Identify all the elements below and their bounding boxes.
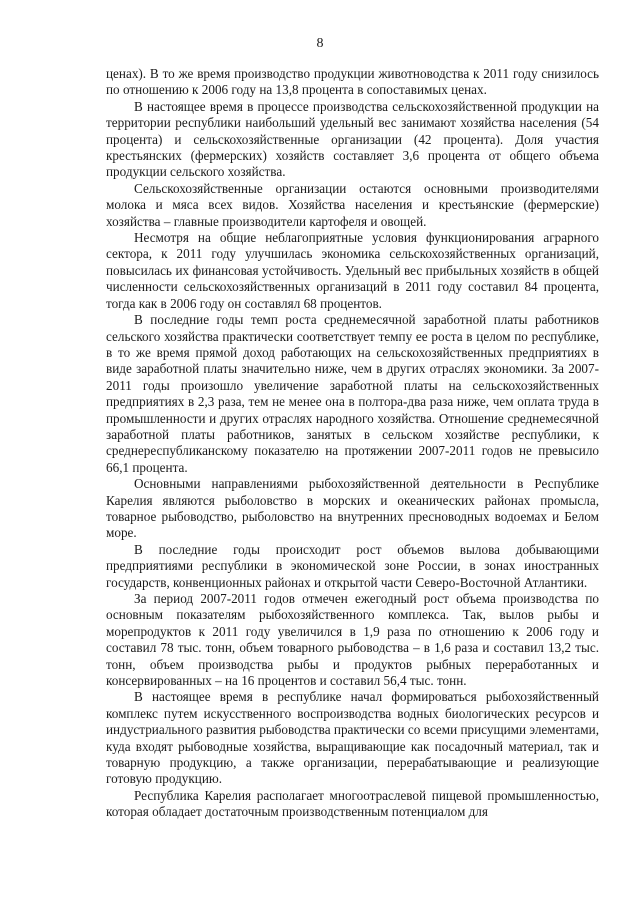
document-body (106, 66, 599, 821)
paragraph-financial-stability: Несмотря на общие неблагоприятные условия функционирования аграрного сектора, к 2011 году улучшилась экономика сельскохозяйственных организаций, повысилась их финансовая устойчивость. Удельный вес прибыльных хозяйств в общей численности сельскохозяйственных организаций в 2011 году составил 84 процента, тогда как в 2006 году он составлял 68 процентов. (106, 230, 599, 311)
paragraph-wages: В последние годы темп роста среднемесячной заработной платы работников сельского хозяйства практически соответствует темпу ее роста в целом по республике, в то же время прямой доход работающих на сельскохозяйственных предприятиях в виде заработной платы значительно ниже, чем в других отраслях экономики. За 2007-2011 годы произошло увеличение заработной платы на сельскохозяйственных предприятиях в 2,3 раза, тем не менее она в полтора-два раза ниже, чем оплата труда в промышленности и других отраслях народного хозяйства. Отношение среднемесячной заработной платы работников, занятых в сельском хозяйстве республики, к среднереспубликанскому показателю на протяжении 2007-2011 годов не превысило 66,1 процента. (106, 312, 599, 475)
page-number: 8 (316, 36, 324, 51)
paragraph-fishery-indicators: За период 2007-2011 годов отмечен ежегодный рост объема производства по основным показателям рыбохозяйственного комплекса. Так, вылов рыбы и морепродуктов к 2011 году увеличился в 1,9 раза по отношению к 2006 году и составил 78 тыс. тонн, объем товарного рыбоводства – в 1,6 раза и составил 13,2 тыс. тонн, объем производства рыбы и продуктов рыбных переработанных и консервированных – на 16 процентов и составил 56,4 тыс. тонн. (106, 591, 599, 689)
paragraph-main-producers: Сельскохозяйственные организации остаются основными производителями молока и мяса всех видов. Хозяйства населения и крестьянские (фермерские) хозяйства – главные производители картофеля и овощей. (106, 180, 599, 229)
paragraph-production-structure: В настоящее время в процессе производства сельскохозяйственной продукции на территории республики наибольший удельный вес занимают хозяйства населения (54 процента) и сельскохозяйственные организации (42 процента). Доля участия крестьянских (фермерских) хозяйств составляет 3,6 процента от общего объема продукции сельского хозяйства. (106, 98, 599, 180)
paragraph-catch-growth: В последние годы происходит рост объемов вылова добывающими предприятиями республики в экономической зоне России, в зонах иностранных государств, конвенционных районах и открытой части Северо-Восточной Атлантики. (106, 541, 599, 590)
paragraph-food-industry: Республика Карелия располагает многоотраслевой пищевой промышленностью, которая обладает достаточным производственным потенциалом для (106, 787, 599, 820)
paragraph-fishery-complex: В настоящее время в республике начал формироваться рыбохозяйственный комплекс путем искусственного воспроизводства водных биологических ресурсов и индустриального развития рыбоводства практически со всеми присущими элементами, куда входят рыбоводные хозяйства, выращивающие как посадочный материал, так и товарную продукцию, а также организации, перерабатывающие и реализующие готовую продукцию. (106, 689, 599, 787)
paragraph-fishery-directions: Основными направлениями рыбохозяйственной деятельности в Республике Карелия являются рыболовство в морских и океанических районах промысла, товарное рыбоводство, рыболовство на внутренних пресноводных водоемах и Белом море. (106, 476, 599, 541)
paragraph-continuation: ценах). В то же время производство продукции животноводства к 2011 году снизилось по отношению к 2006 году на 13,8 процента в сопоставимых ценах. (106, 66, 599, 98)
